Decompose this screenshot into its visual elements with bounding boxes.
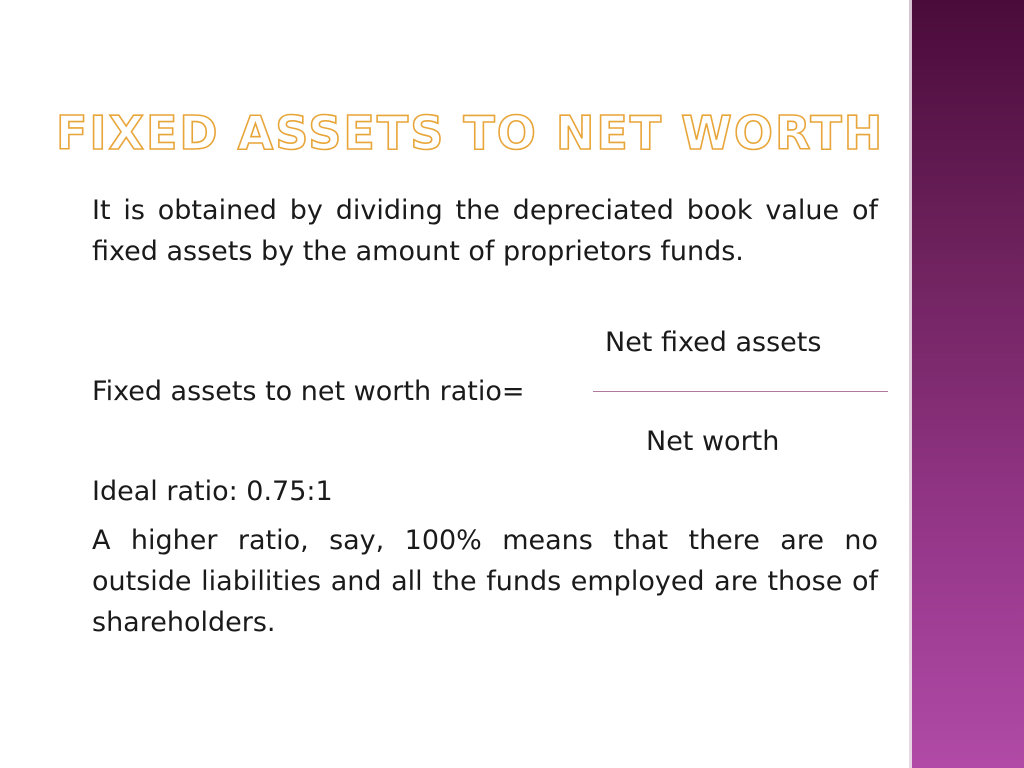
- fraction-line: [593, 391, 888, 392]
- formula-label: Fixed assets to net worth ratio=: [92, 376, 525, 407]
- formula-denominator: Net worth: [646, 426, 780, 457]
- interpretation-paragraph: A higher ratio, say, 100% means that there are no outside liabilities and all the funds employed are those of shareholders.: [92, 525, 878, 638]
- formula-numerator: Net fixed assets: [605, 327, 822, 358]
- definition-paragraph: It is obtained by dividing the depreciated book value of fixed assets by the amount of proprietors funds.: [92, 195, 878, 267]
- decorative-sidebar: [912, 0, 1024, 768]
- slide-title: FIXED ASSETS TO NET WORTH: [56, 106, 885, 160]
- ideal-ratio: Ideal ratio: 0.75:1: [92, 476, 333, 507]
